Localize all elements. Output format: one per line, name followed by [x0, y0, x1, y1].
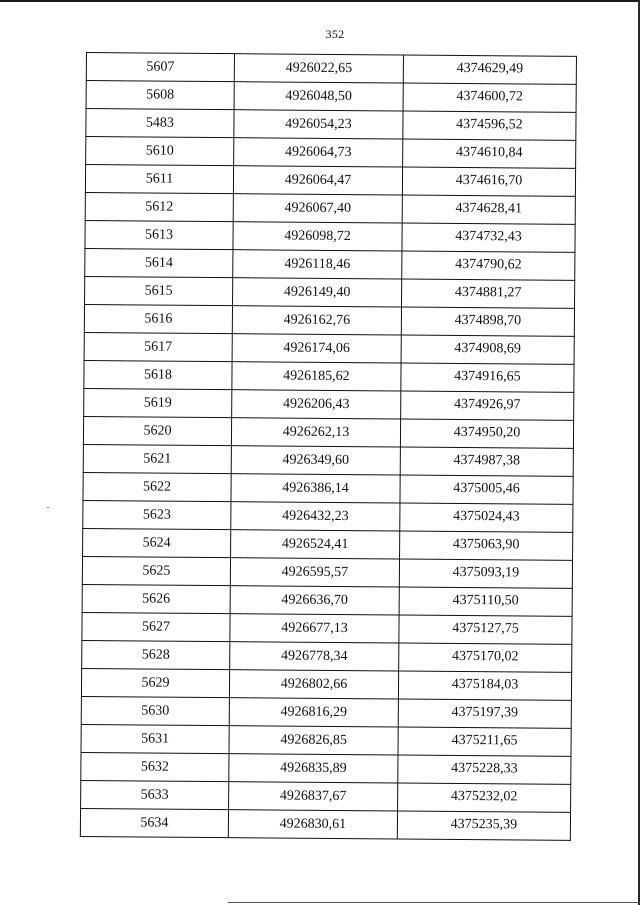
x-coordinate-cell: 4926174,06 — [232, 334, 401, 363]
point-id-cell: 5624 — [83, 528, 231, 557]
point-id-cell: 5633 — [81, 780, 229, 809]
table-row — [85, 165, 575, 197]
table-row — [84, 332, 574, 364]
point-id-cell: 5614 — [85, 248, 233, 277]
point-id-cell: 5625 — [82, 556, 230, 585]
x-coordinate-cell: 4926830,61 — [228, 810, 397, 839]
y-coordinate-cell: 4374916,65 — [401, 363, 574, 392]
y-coordinate-cell: 4375235,39 — [397, 811, 570, 840]
table-row — [81, 668, 571, 700]
point-id-cell: 5626 — [82, 584, 230, 613]
table-row — [82, 584, 572, 616]
y-coordinate-cell: 4375170,02 — [399, 643, 572, 672]
point-id-cell: 5610 — [86, 137, 234, 166]
point-id-cell: 5612 — [85, 192, 233, 221]
x-coordinate-cell: 4926098,72 — [233, 222, 402, 251]
x-coordinate-cell: 4926778,34 — [230, 642, 399, 671]
table-row — [84, 360, 574, 392]
point-id-cell: 5619 — [84, 388, 232, 417]
y-coordinate-cell: 4375093,19 — [399, 559, 572, 588]
coordinates-table — [80, 52, 577, 841]
scan-edge-bottom — [228, 902, 640, 903]
table-row — [84, 304, 574, 336]
point-id-cell: 5634 — [80, 808, 228, 837]
table-row — [85, 276, 575, 308]
point-id-cell: 5618 — [84, 360, 232, 389]
point-id-cell: 5630 — [81, 696, 229, 725]
y-coordinate-cell: 4375197,39 — [398, 699, 571, 728]
table-row — [82, 612, 572, 644]
x-coordinate-cell: 4926636,70 — [230, 586, 399, 615]
table-row — [84, 388, 574, 420]
point-id-cell: 5620 — [83, 416, 231, 445]
table-row — [85, 192, 575, 224]
point-id-cell: 5613 — [85, 220, 233, 249]
x-coordinate-cell: 4926064,73 — [234, 138, 403, 167]
table-row — [83, 416, 573, 448]
point-id-cell: 5629 — [81, 668, 229, 697]
y-coordinate-cell: 4375063,90 — [400, 531, 573, 560]
table-row — [80, 808, 570, 840]
y-coordinate-cell: 4374898,70 — [401, 307, 574, 336]
table-row — [86, 109, 576, 141]
table-row — [81, 724, 571, 756]
x-coordinate-cell: 4926826,85 — [229, 726, 398, 755]
x-coordinate-cell: 4926802,66 — [229, 670, 398, 699]
x-coordinate-cell: 4926595,57 — [230, 558, 399, 587]
table-row — [82, 640, 572, 672]
y-coordinate-cell: 4375127,75 — [399, 615, 572, 644]
x-coordinate-cell: 4926162,76 — [232, 306, 401, 335]
x-coordinate-cell: 4926054,23 — [234, 110, 403, 139]
y-coordinate-cell: 4375232,02 — [398, 783, 571, 812]
point-id-cell: 5622 — [83, 472, 231, 501]
point-id-cell: 5483 — [86, 109, 234, 138]
y-coordinate-cell: 4374908,69 — [401, 335, 574, 364]
point-id-cell: 5615 — [85, 276, 233, 305]
x-coordinate-cell: 4926022,65 — [234, 54, 403, 83]
x-coordinate-cell: 4926206,43 — [232, 390, 401, 419]
x-coordinate-cell: 4926118,46 — [233, 250, 402, 279]
x-coordinate-cell: 4926677,13 — [230, 614, 399, 643]
y-coordinate-cell: 4375005,46 — [400, 475, 573, 504]
x-coordinate-cell: 4926185,62 — [232, 362, 401, 391]
y-coordinate-cell: 4375110,50 — [399, 587, 572, 616]
table-row — [85, 248, 575, 280]
table-row — [85, 220, 575, 252]
table-row — [86, 81, 576, 113]
table-row — [83, 500, 573, 532]
y-coordinate-cell: 4375184,03 — [398, 671, 571, 700]
point-id-cell: 5631 — [81, 724, 229, 753]
table-row — [81, 696, 571, 728]
y-coordinate-cell: 4374950,20 — [400, 419, 573, 448]
table-row — [86, 137, 576, 169]
y-coordinate-cell: 4374628,41 — [402, 195, 575, 224]
point-id-cell: 5607 — [86, 53, 234, 82]
point-id-cell: 5628 — [82, 640, 230, 669]
y-coordinate-cell: 4375228,33 — [398, 755, 571, 784]
table-row — [83, 444, 573, 476]
x-coordinate-cell: 4926432,23 — [231, 502, 400, 531]
y-coordinate-cell: 4374600,72 — [403, 83, 576, 112]
x-coordinate-cell: 4926524,41 — [231, 530, 400, 559]
y-coordinate-cell: 4374616,70 — [402, 167, 575, 196]
y-coordinate-cell: 4374790,62 — [402, 251, 575, 280]
x-coordinate-cell: 4926386,14 — [231, 474, 400, 503]
scan-edge-top — [0, 0, 640, 2]
x-coordinate-cell: 4926149,40 — [233, 278, 402, 307]
table-row — [81, 752, 571, 784]
y-coordinate-cell: 4374629,49 — [403, 55, 576, 84]
table-row — [86, 53, 576, 85]
point-id-cell: 5617 — [84, 332, 232, 361]
y-coordinate-cell: 4374610,84 — [403, 139, 576, 168]
point-id-cell: 5632 — [81, 752, 229, 781]
point-id-cell: 5627 — [82, 612, 230, 641]
point-id-cell: 5611 — [85, 165, 233, 194]
x-coordinate-cell: 4926837,67 — [229, 782, 398, 811]
point-id-cell: 5616 — [84, 304, 232, 333]
scan-speck — [47, 507, 49, 508]
y-coordinate-cell: 4374926,97 — [401, 391, 574, 420]
page-number: 352 — [325, 27, 345, 41]
table-row — [83, 528, 573, 560]
y-coordinate-cell: 4374732,43 — [402, 223, 575, 252]
table-row — [81, 780, 571, 812]
x-coordinate-cell: 4926067,40 — [233, 194, 402, 223]
table-row — [82, 556, 572, 588]
y-coordinate-cell: 4374987,38 — [400, 447, 573, 476]
x-coordinate-cell: 4926064,47 — [233, 166, 402, 195]
x-coordinate-cell: 4926835,89 — [229, 754, 398, 783]
point-id-cell: 5621 — [83, 444, 231, 473]
x-coordinate-cell: 4926048,50 — [234, 82, 403, 111]
point-id-cell: 5623 — [83, 500, 231, 529]
y-coordinate-cell: 4374881,27 — [402, 279, 575, 308]
point-id-cell: 5608 — [86, 81, 234, 110]
y-coordinate-cell: 4374596,52 — [403, 111, 576, 140]
y-coordinate-cell: 4375211,65 — [398, 727, 571, 756]
x-coordinate-cell: 4926349,60 — [231, 446, 400, 475]
coordinates-table-wrapper — [80, 52, 576, 841]
coordinates-table-body — [80, 53, 576, 841]
table-row — [83, 472, 573, 504]
x-coordinate-cell: 4926816,29 — [229, 698, 398, 727]
y-coordinate-cell: 4375024,43 — [400, 503, 573, 532]
x-coordinate-cell: 4926262,13 — [231, 418, 400, 447]
